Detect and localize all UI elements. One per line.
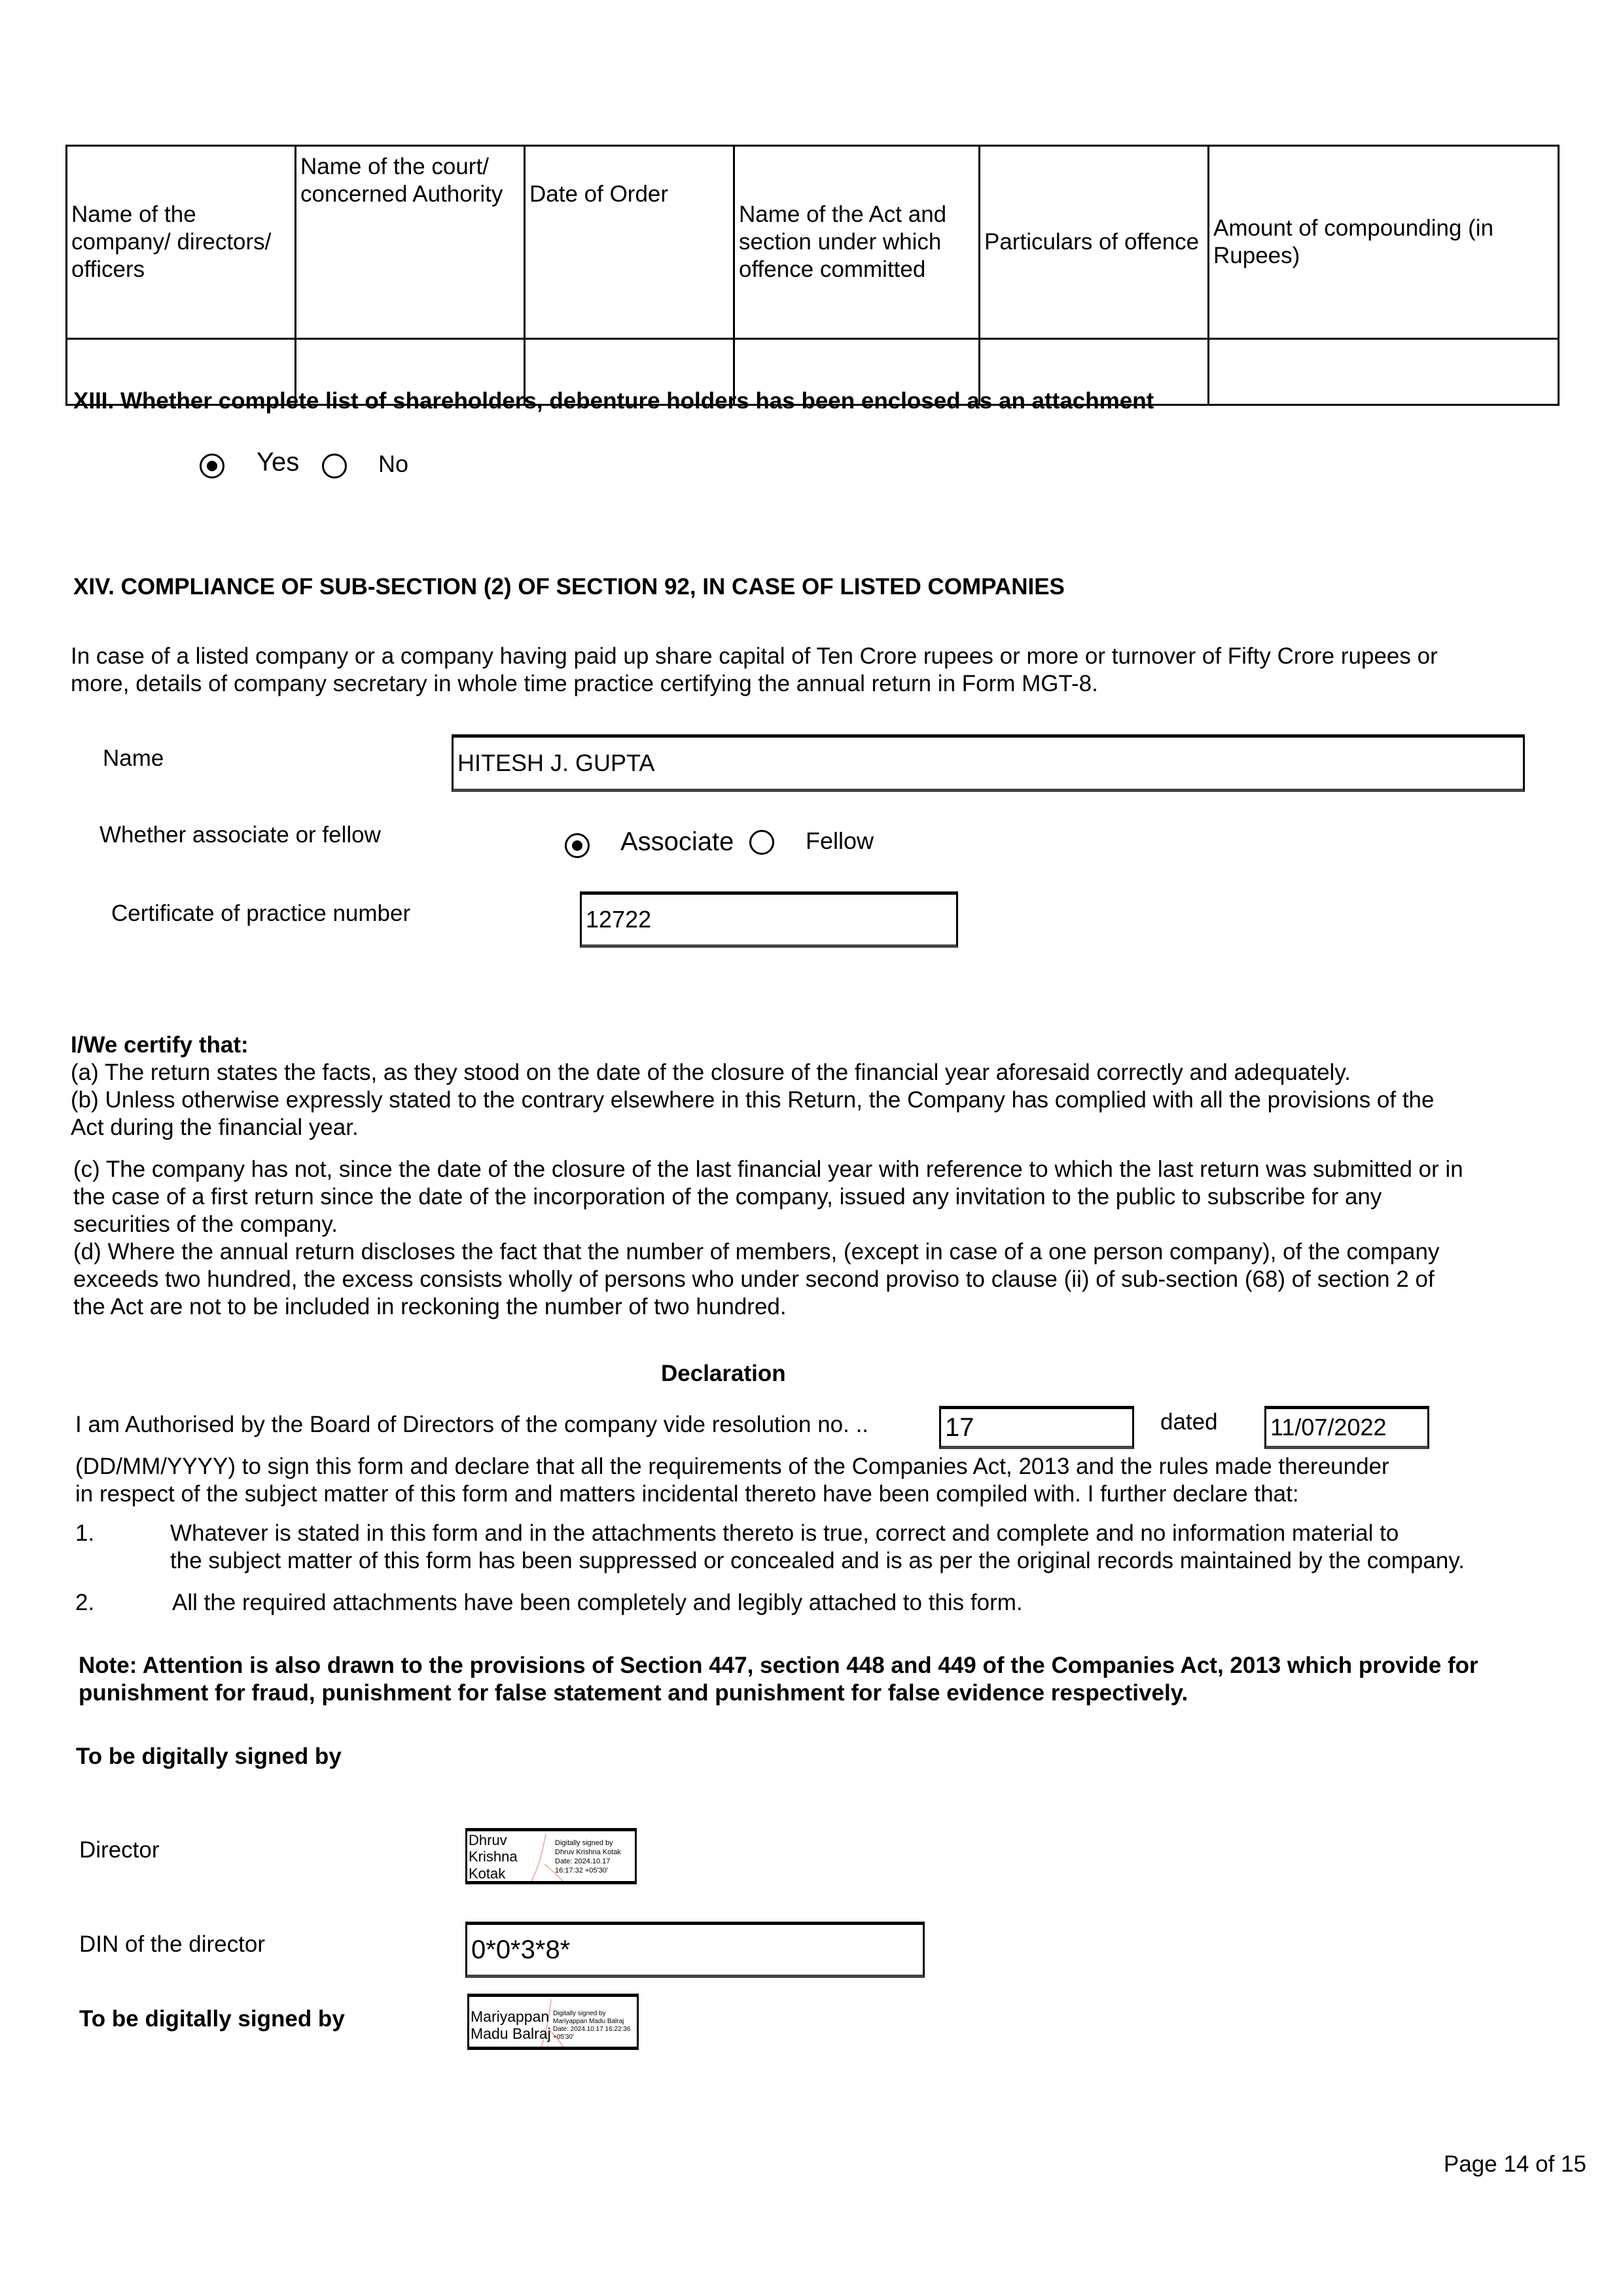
signature-meta-line: Date: 2024.10.17 16:22:36 [553, 2026, 631, 2033]
section-xiv-heading: XIV. COMPLIANCE OF SUB-SECTION (2) OF SECTION 92, IN CASE OF LISTED COMPANIES [73, 574, 1065, 600]
radio-fellow-label: Fellow [806, 827, 874, 854]
signature-name-line: Madu Balraj [471, 2025, 551, 2042]
cs-name-field[interactable]: HITESH J. GUPTA [452, 734, 1525, 792]
din-label: DIN of the director [79, 1931, 265, 1957]
radio-associate[interactable] [565, 833, 590, 858]
resolution-date-field[interactable]: 11/07/2022 [1264, 1406, 1429, 1449]
declaration-text-line2: in respect of the subject matter of this form and matters incidental thereto have been compiled with. I further declare that: [75, 1481, 1299, 1507]
certify-heading: I/We certify that: [71, 1032, 249, 1058]
signature-name-line: Krishna [469, 1848, 518, 1865]
compounding-table [65, 145, 1560, 406]
column-header: Particulars of offence [980, 146, 1209, 339]
signature-meta-line: Mariyappan Madu Balraj [553, 2018, 624, 2025]
column-header: Name of the court/ concerned Authority [296, 146, 525, 339]
certify-line: Act during the financial year. [71, 1115, 359, 1140]
din-field[interactable]: 0*0*3*8* [465, 1922, 925, 1978]
section-xiv-intro-line2: more, details of company secretary in whole time practice certifying the annual return in Form MGT-8. [71, 671, 1098, 696]
authorised-text: I am Authorised by the Board of Directors of the company vide resolution no. .. [75, 1412, 869, 1437]
signature-name-line: Dhruv [469, 1832, 507, 1848]
signature-meta-line: Digitally signed by [555, 1839, 613, 1847]
director-label: Director [79, 1837, 160, 1863]
signature-name-line: Kotak [469, 1865, 506, 1882]
column-header: Name of the company/ directors/ officers [67, 146, 296, 339]
radio-no[interactable] [322, 454, 347, 478]
director-signature-box[interactable] [465, 1828, 637, 1884]
column-header: Amount of compounding (in Rupees) [1209, 146, 1559, 339]
certify-line: the Act are not to be included in reckoning the number of two hundred. [73, 1294, 787, 1319]
certify-line: (a) The return states the facts, as they stood on the date of the closure of the financial year aforesaid correctly and adequately. [71, 1060, 1351, 1085]
associate-fellow-label: Whether associate or fellow [99, 822, 381, 848]
column-header: Name of the Act and section under which offence committed [734, 146, 980, 339]
resolution-number-field[interactable]: 17 [939, 1406, 1134, 1449]
radio-fellow[interactable] [749, 830, 774, 855]
signature-meta-line: +05'30' [553, 2034, 574, 2041]
radio-yes[interactable] [200, 454, 224, 478]
cop-label: Certificate of practice number [111, 901, 411, 926]
section-xiii-heading: XIII. Whether complete list of shareholders, debenture holders has been enclosed as an attachment [73, 388, 1154, 414]
column-header: Date of Order [525, 146, 734, 339]
certify-line: the case of a first return since the date of the incorporation of the company, issued any invitation to the public to subscribe for any [73, 1184, 1382, 1210]
signed-by-label: To be digitally signed by [76, 1744, 342, 1769]
signature-meta-line: Digitally signed by [553, 2010, 606, 2017]
certify-line: securities of the company. [73, 1211, 338, 1237]
signature-meta-line: Dhruv Krishna Kotak [555, 1848, 621, 1856]
signature-meta-line: 16:17:32 +05'30' [555, 1867, 608, 1874]
declaration-text-line1: (DD/MM/YYYY) to sign this form and declare that all the requirements of the Companies Act, 2013 and the rules made thereunder [75, 1454, 1389, 1479]
radio-yes-label: Yes [257, 448, 300, 476]
table-header-row [67, 146, 1559, 339]
table-cell[interactable] [1209, 339, 1559, 405]
certify-line: exceeds two hundred, the excess consists wholly of persons who under second proviso to clause (ii) of sub-section (68) of section 2 of [73, 1266, 1435, 1292]
declaration-point-text: the subject matter of this form has been suppressed or concealed and is as per the original records maintained by the company. [170, 1548, 1465, 1573]
certify-line: (b) Unless otherwise expressly stated to the contrary elsewhere in this Return, the Company has complied with all the provisions of the [71, 1087, 1435, 1113]
declaration-point-text: Whatever is stated in this form and in the attachments thereto is true, correct and complete and no information material to [170, 1520, 1399, 1546]
signature-name-line: Mariyappan [471, 2008, 550, 2025]
certify-line: (d) Where the annual return discloses the fact that the number of members, (except in case of a one person company), of the company [73, 1239, 1440, 1265]
radio-associate-label: Associate [620, 827, 734, 856]
cop-number-field[interactable]: 12722 [580, 891, 958, 948]
declaration-point-number: 2. [75, 1590, 95, 1615]
signature-meta-line: Date: 2024.10.17 [555, 1857, 611, 1865]
page-number: Page 14 of 15 [1444, 2151, 1586, 2177]
name-label: Name [103, 745, 164, 771]
declaration-heading: Declaration [661, 1361, 786, 1386]
dated-label: dated [1160, 1409, 1218, 1435]
section-xiv-intro-line1: In case of a listed company or a company having paid up share capital of Ten Crore rupees or more or turnover of Fifty Crore rupees or [71, 643, 1438, 669]
note-line1: Note: Attention is also drawn to the provisions of Section 447, section 448 and 449 of the Companies Act, 2013 which provide for [79, 1653, 1478, 1678]
certify-line: (c) The company has not, since the date of the closure of the last financial year with reference to which the last return was submitted or in [73, 1157, 1463, 1182]
declaration-point-text: All the required attachments have been completely and legibly attached to this form. [172, 1590, 1023, 1615]
signed-by-label-2: To be digitally signed by [79, 2006, 345, 2032]
declaration-point-number: 1. [75, 1520, 95, 1546]
note-line2: punishment for fraud, punishment for false statement and punishment for false evidence respectively. [79, 1680, 1188, 1706]
second-signature-box[interactable] [467, 1994, 639, 2050]
radio-no-label: No [378, 450, 409, 477]
